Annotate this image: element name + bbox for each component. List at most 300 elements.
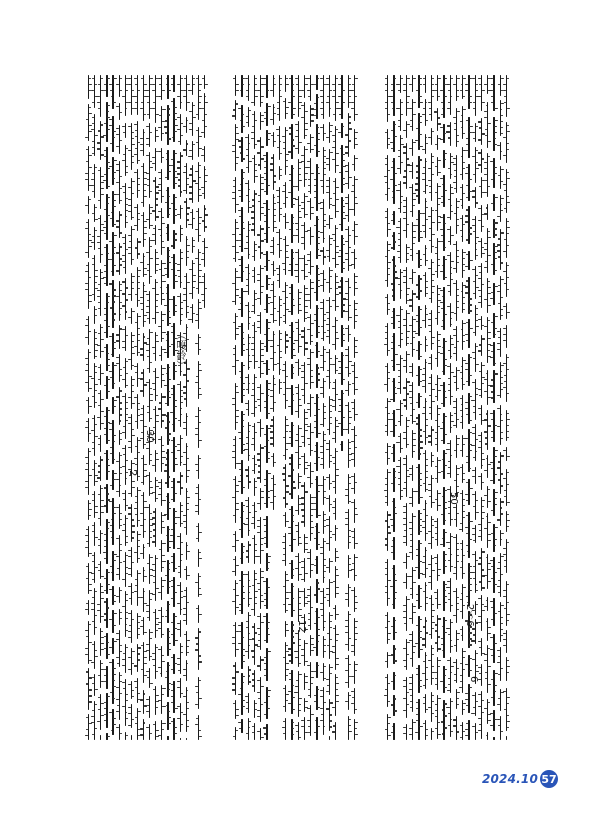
script-glyph — [292, 331, 294, 332]
script-glyph — [336, 276, 338, 277]
script-word — [100, 75, 101, 117]
script-glyph — [311, 650, 314, 651]
script-glyph — [330, 423, 333, 424]
script-glyph — [85, 271, 88, 272]
script-glyph — [91, 603, 94, 604]
script-word — [161, 148, 162, 163]
script-glyph — [168, 563, 170, 564]
script-glyph — [168, 569, 170, 570]
script-glyph — [336, 370, 338, 371]
script-glyph — [352, 84, 354, 85]
script-word — [198, 249, 199, 295]
script-glyph — [355, 514, 358, 515]
script-glyph — [97, 345, 100, 346]
script-glyph — [326, 180, 329, 181]
script-glyph — [150, 78, 153, 79]
script-glyph — [168, 649, 171, 650]
script-glyph — [349, 725, 351, 726]
script-glyph — [355, 728, 357, 729]
script-glyph — [178, 185, 180, 186]
script-glyph — [146, 126, 149, 127]
script-glyph — [199, 270, 202, 271]
script-word — [298, 384, 299, 418]
script-glyph — [320, 96, 322, 97]
script-glyph — [324, 418, 326, 419]
script-word — [323, 431, 324, 468]
script-glyph — [113, 253, 115, 254]
script-glyph — [174, 239, 176, 240]
script-glyph — [109, 336, 112, 337]
script-glyph — [336, 165, 338, 166]
script-glyph — [126, 361, 128, 362]
script-word — [167, 284, 168, 326]
script-glyph — [324, 597, 327, 598]
script-glyph — [116, 170, 118, 171]
script-glyph — [305, 123, 308, 124]
script-glyph — [158, 408, 161, 409]
script-glyph — [168, 604, 170, 605]
script-word — [173, 437, 174, 472]
script-glyph — [324, 639, 326, 640]
script-glyph — [132, 435, 135, 436]
script-glyph — [332, 96, 335, 97]
script-glyph — [330, 461, 332, 462]
script-glyph — [107, 499, 109, 500]
script-glyph — [126, 624, 128, 625]
script-glyph — [116, 182, 119, 183]
script-word — [335, 379, 336, 410]
script-glyph — [144, 90, 147, 91]
script-glyph — [292, 636, 294, 637]
script-word — [304, 222, 305, 249]
script-glyph — [336, 664, 338, 665]
script-glyph — [305, 129, 308, 130]
script-glyph — [174, 406, 176, 407]
script-glyph — [95, 207, 97, 208]
script-glyph — [97, 417, 100, 418]
script-glyph — [324, 279, 327, 280]
script-glyph — [165, 427, 167, 428]
script-glyph — [311, 607, 313, 608]
script-glyph — [95, 506, 98, 507]
script-glyph — [187, 458, 189, 459]
script-glyph — [305, 135, 307, 136]
script-glyph — [320, 609, 322, 610]
script-glyph — [349, 587, 352, 588]
script-glyph — [116, 574, 118, 575]
script-word — [112, 709, 113, 735]
script-glyph — [144, 190, 146, 191]
script-glyph — [324, 559, 326, 560]
script-glyph — [187, 652, 189, 653]
script-glyph — [107, 105, 109, 106]
script-glyph — [196, 114, 198, 115]
script-glyph — [330, 531, 333, 532]
script-glyph — [113, 235, 116, 236]
script-glyph — [95, 567, 98, 568]
script-glyph — [116, 134, 118, 135]
script-glyph — [199, 594, 202, 595]
script-glyph — [129, 598, 131, 599]
script-glyph — [128, 253, 131, 254]
script-glyph — [286, 388, 289, 389]
script-glyph — [156, 730, 159, 731]
script-glyph — [199, 165, 201, 166]
script-glyph — [355, 158, 358, 159]
script-glyph — [156, 377, 159, 378]
script-glyph — [168, 138, 171, 139]
script-glyph — [311, 527, 314, 528]
script-glyph — [89, 642, 92, 643]
script-word — [137, 644, 138, 671]
script-glyph — [330, 288, 332, 289]
script-glyph — [153, 353, 155, 354]
script-glyph — [342, 126, 344, 127]
script-word — [173, 478, 174, 502]
script-glyph — [349, 638, 351, 639]
script-glyph — [292, 521, 294, 522]
script-glyph — [330, 125, 333, 126]
script-glyph — [199, 264, 201, 265]
script-glyph — [144, 519, 146, 520]
script-glyph — [286, 663, 288, 664]
script-glyph — [101, 194, 104, 195]
script-word — [348, 75, 349, 108]
script-glyph — [120, 645, 123, 646]
script-glyph — [196, 288, 198, 289]
script-glyph — [292, 575, 294, 576]
script-glyph — [196, 718, 198, 719]
script-glyph — [113, 289, 116, 290]
script-glyph — [199, 308, 202, 309]
script-glyph — [199, 588, 201, 589]
script-glyph — [168, 547, 171, 548]
script-glyph — [101, 715, 104, 716]
script-glyph — [109, 589, 112, 590]
script-glyph — [107, 359, 109, 360]
script-glyph — [116, 296, 119, 297]
script-glyph — [138, 711, 141, 712]
script-glyph — [144, 632, 147, 633]
script-glyph — [184, 527, 186, 528]
script-glyph — [307, 589, 310, 590]
script-glyph — [330, 152, 333, 153]
script-glyph — [113, 342, 116, 343]
script-glyph — [150, 513, 152, 514]
script-glyph — [107, 296, 109, 297]
script-word — [125, 75, 126, 116]
script-glyph — [138, 409, 140, 410]
script-glyph — [144, 285, 146, 286]
script-glyph — [128, 235, 131, 236]
script-word — [143, 212, 144, 247]
script-glyph — [355, 144, 358, 145]
script-glyph — [122, 606, 125, 607]
script-glyph — [330, 411, 333, 412]
script-glyph — [113, 137, 115, 138]
script-glyph — [345, 293, 348, 294]
script-glyph — [181, 511, 183, 512]
script-glyph — [101, 598, 103, 599]
script-glyph — [345, 281, 348, 282]
script-glyph — [308, 191, 311, 192]
script-word — [112, 498, 113, 546]
script-glyph — [116, 538, 119, 539]
script-glyph — [146, 173, 149, 174]
script-glyph — [195, 343, 198, 344]
script-glyph — [140, 438, 143, 439]
script-glyph — [104, 540, 106, 541]
script-word — [310, 705, 311, 735]
script-glyph — [324, 133, 327, 134]
script-glyph — [120, 302, 123, 303]
script-word — [316, 556, 317, 574]
script-glyph — [138, 178, 140, 179]
script-word — [304, 482, 305, 526]
script-glyph — [132, 193, 134, 194]
script-glyph — [295, 510, 297, 511]
script-word — [304, 102, 305, 139]
script-glyph — [301, 336, 304, 337]
script-glyph — [89, 433, 91, 434]
script-glyph — [132, 379, 135, 380]
script-word — [291, 583, 292, 617]
script-glyph — [330, 108, 332, 109]
script-glyph — [311, 570, 313, 571]
script-glyph — [141, 166, 143, 167]
script-glyph — [311, 114, 314, 115]
script-glyph — [168, 717, 170, 718]
script-glyph — [349, 96, 351, 97]
script-glyph — [107, 186, 109, 187]
script-glyph — [132, 592, 135, 593]
script-glyph — [86, 603, 88, 604]
script-glyph — [92, 644, 94, 645]
script-glyph — [336, 634, 339, 635]
script-glyph — [199, 337, 201, 338]
script-glyph — [193, 117, 196, 118]
script-glyph — [183, 149, 186, 150]
script-word — [106, 102, 107, 142]
script-glyph — [311, 677, 314, 678]
script-glyph — [184, 569, 186, 570]
script-glyph — [305, 231, 308, 232]
script-glyph — [307, 665, 310, 666]
script-word — [155, 75, 156, 123]
script-word — [180, 620, 181, 637]
script-word — [167, 224, 168, 241]
script-glyph — [355, 138, 357, 139]
script-glyph — [120, 314, 122, 315]
script-glyph — [120, 375, 123, 376]
script-glyph — [199, 631, 201, 632]
script-glyph — [181, 102, 183, 103]
script-word — [125, 123, 126, 138]
script-glyph — [305, 462, 308, 463]
script-glyph — [132, 138, 134, 139]
script-glyph — [317, 249, 319, 250]
script-glyph — [132, 181, 135, 182]
script-glyph — [120, 258, 123, 259]
script-glyph — [138, 735, 140, 736]
script-glyph — [101, 327, 103, 328]
script-word — [310, 462, 311, 488]
script-word — [186, 324, 187, 352]
script-glyph — [324, 256, 327, 257]
script-glyph — [199, 217, 202, 218]
script-glyph — [146, 611, 149, 612]
script-glyph — [320, 232, 323, 233]
script-glyph — [174, 523, 176, 524]
script-glyph — [199, 136, 202, 137]
script-glyph — [95, 338, 97, 339]
script-glyph — [140, 354, 143, 355]
script-glyph — [314, 185, 317, 186]
script-glyph — [158, 184, 161, 185]
script-glyph — [330, 382, 332, 383]
script-glyph — [126, 600, 128, 601]
script-glyph — [345, 682, 347, 683]
script-glyph — [150, 276, 152, 277]
script-glyph — [326, 519, 329, 520]
script-glyph — [138, 693, 140, 694]
script-glyph — [89, 701, 92, 702]
script-glyph — [162, 396, 165, 397]
script-glyph — [113, 560, 116, 561]
script-glyph — [330, 726, 333, 727]
script-glyph — [199, 730, 201, 731]
script-glyph — [305, 661, 308, 662]
script-glyph — [299, 174, 301, 175]
script-glyph — [302, 442, 304, 443]
script-word — [155, 368, 156, 401]
script-word — [180, 205, 181, 220]
script-word — [112, 551, 113, 581]
script-glyph — [311, 671, 314, 672]
script-glyph — [150, 454, 152, 455]
script-glyph — [122, 579, 124, 580]
script-glyph — [308, 619, 311, 620]
script-glyph — [156, 647, 158, 648]
script-glyph — [128, 423, 131, 424]
script-glyph — [349, 530, 351, 531]
script-glyph — [305, 732, 308, 733]
script-glyph — [342, 268, 345, 269]
script-glyph — [132, 108, 134, 109]
script-glyph — [162, 121, 165, 122]
script-glyph — [122, 466, 124, 467]
script-glyph — [195, 434, 198, 435]
script-glyph — [342, 102, 344, 103]
script-glyph — [144, 227, 147, 228]
script-word — [198, 208, 199, 242]
script-word — [329, 736, 330, 740]
script-glyph — [311, 382, 314, 383]
script-glyph — [345, 171, 347, 172]
script-glyph — [317, 127, 319, 128]
script-glyph — [299, 476, 302, 477]
script-glyph — [299, 537, 301, 538]
script-glyph — [311, 515, 313, 516]
script-glyph — [317, 491, 320, 492]
script-glyph — [332, 234, 335, 235]
script-glyph — [120, 525, 123, 526]
script-glyph — [349, 334, 351, 335]
script-glyph — [355, 557, 358, 558]
script-glyph — [317, 485, 320, 486]
script-glyph — [95, 344, 98, 345]
script-glyph — [349, 477, 352, 478]
script-word — [285, 98, 286, 120]
script-glyph — [205, 288, 207, 289]
script-glyph — [333, 181, 335, 182]
script-glyph — [153, 529, 155, 530]
script-glyph — [138, 316, 141, 317]
script-glyph — [201, 155, 204, 156]
script-word — [323, 687, 324, 735]
script-glyph — [342, 178, 345, 179]
script-glyph — [128, 684, 131, 685]
script-glyph — [326, 282, 329, 283]
script-word — [323, 588, 324, 632]
script-glyph — [299, 543, 302, 544]
script-word — [329, 664, 330, 695]
script-glyph — [311, 173, 314, 174]
script-glyph — [349, 177, 352, 178]
script-glyph — [120, 733, 122, 734]
script-glyph — [336, 689, 338, 690]
script-glyph — [123, 367, 125, 368]
script-glyph — [150, 537, 152, 538]
script-glyph — [113, 601, 115, 602]
script-glyph — [307, 317, 310, 318]
script-word — [291, 214, 292, 243]
script-glyph — [150, 557, 153, 558]
script-glyph — [177, 450, 179, 451]
script-glyph — [336, 475, 339, 476]
script-word — [161, 169, 162, 203]
script-glyph — [342, 238, 344, 239]
script-glyph — [134, 591, 137, 592]
script-glyph — [132, 341, 135, 342]
script-glyph — [199, 661, 202, 662]
script-glyph — [174, 616, 176, 617]
script-glyph — [301, 503, 304, 504]
script-word — [94, 641, 95, 669]
script-glyph — [150, 481, 152, 482]
script-glyph — [120, 439, 122, 440]
script-glyph — [177, 536, 179, 537]
script-glyph — [129, 241, 131, 242]
script-glyph — [128, 574, 131, 575]
script-glyph — [311, 471, 314, 472]
script-glyph — [120, 112, 122, 113]
script-glyph — [116, 633, 119, 634]
script-glyph — [187, 339, 189, 340]
script-glyph — [342, 154, 345, 155]
script-glyph — [159, 549, 161, 550]
script-glyph — [280, 84, 282, 85]
script-glyph — [321, 114, 323, 115]
script-glyph — [140, 728, 143, 729]
script-glyph — [128, 657, 131, 658]
script-glyph — [147, 185, 149, 186]
script-glyph — [352, 371, 354, 372]
script-glyph — [120, 188, 122, 189]
script-glyph — [104, 453, 106, 454]
script-glyph — [162, 580, 165, 581]
script-glyph — [132, 487, 135, 488]
